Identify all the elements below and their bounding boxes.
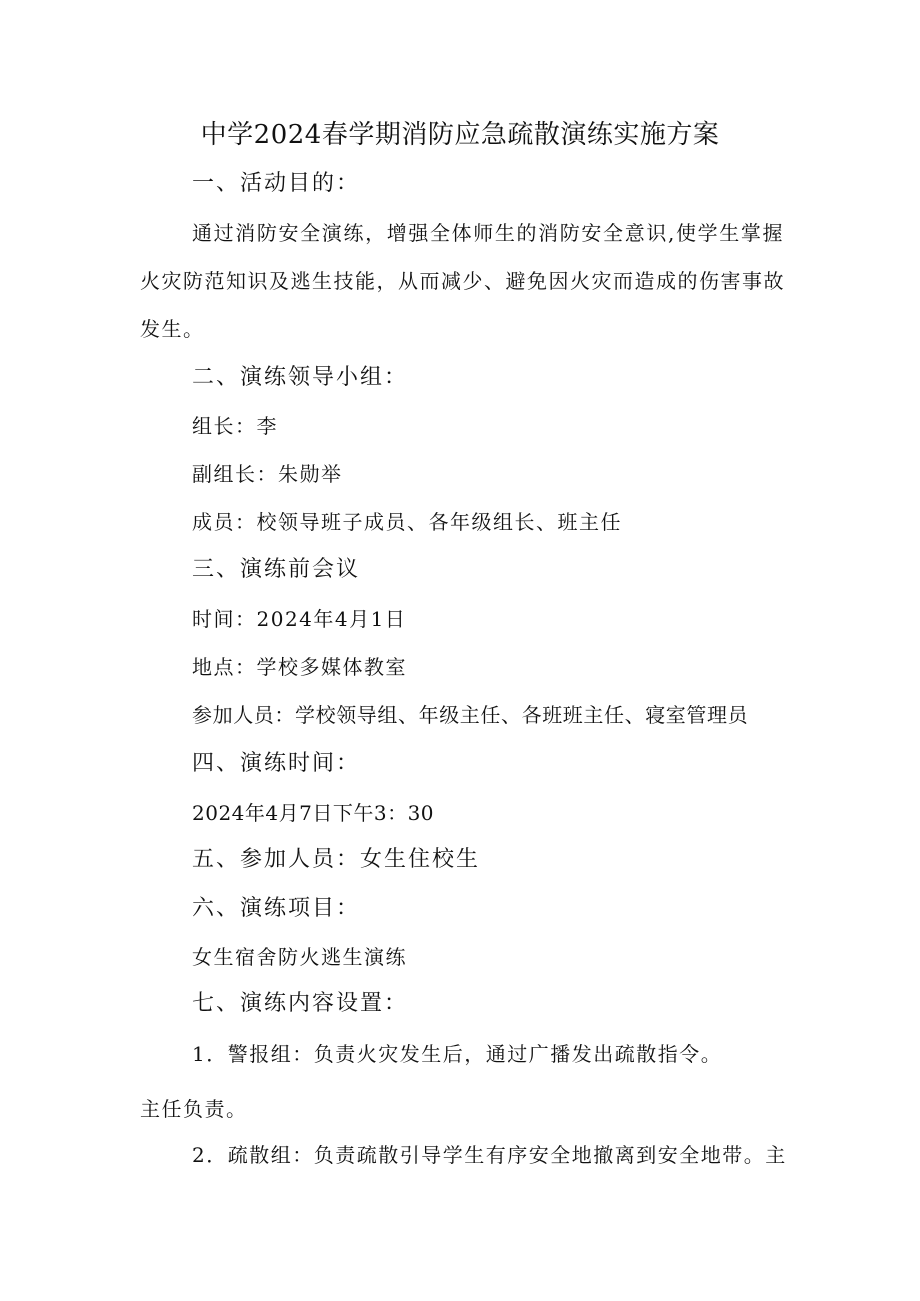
members-line: 成员：校领导班子成员、各年级组长、班主任	[192, 510, 622, 534]
drill-time-line: 2024年4月7日下午3：30	[192, 801, 435, 825]
purpose-paragraph-line-3: 发生。	[140, 317, 205, 341]
section-heading-drill-time: 四、演练时间：	[192, 751, 361, 776]
purpose-paragraph-line-2: 火灾防范知识及逃生技能，从而减少、避免因火灾而造成的伤害事故	[140, 269, 785, 293]
leader-line: 组长：李	[192, 414, 278, 438]
section-heading-drill-item: 六、演练项目：	[192, 896, 361, 921]
meeting-time-line: 时间：2024年4月1日	[192, 607, 407, 631]
purpose-paragraph-line-1: 通过消防安全演练，增强全体师生的消防安全意识,使学生掌握	[192, 221, 784, 245]
meeting-attendees-line: 参加人员：学校领导组、年级主任、各班班主任、寝室管理员	[192, 703, 749, 727]
meeting-place-line: 地点：学校多媒体教室	[192, 655, 407, 679]
content-item-1-line-2: 主任负责。	[140, 1097, 248, 1121]
section-heading-purpose: 一、活动目的：	[192, 171, 361, 196]
section-heading-content: 七、演练内容设置：	[192, 991, 409, 1016]
deputy-leader-line: 副组长：朱勋举	[192, 462, 343, 486]
section-heading-meeting: 三、演练前会议	[192, 557, 361, 582]
section-heading-participants: 五、参加人员：女生住校生	[192, 847, 481, 872]
content-item-2-line-1: 2．疏散组：负责疏散引导学生有序安全地撤离到安全地带。主	[192, 1143, 787, 1167]
drill-item-line: 女生宿舍防火逃生演练	[192, 945, 407, 969]
content-item-1-line-1: 1．警报组：负责火灾发生后，通过广播发出疏散指令。	[192, 1042, 723, 1066]
document-title: 中学2024春学期消防应急疏散演练实施方案	[200, 120, 720, 150]
section-heading-leadership: 二、演练领导小组：	[192, 365, 409, 390]
